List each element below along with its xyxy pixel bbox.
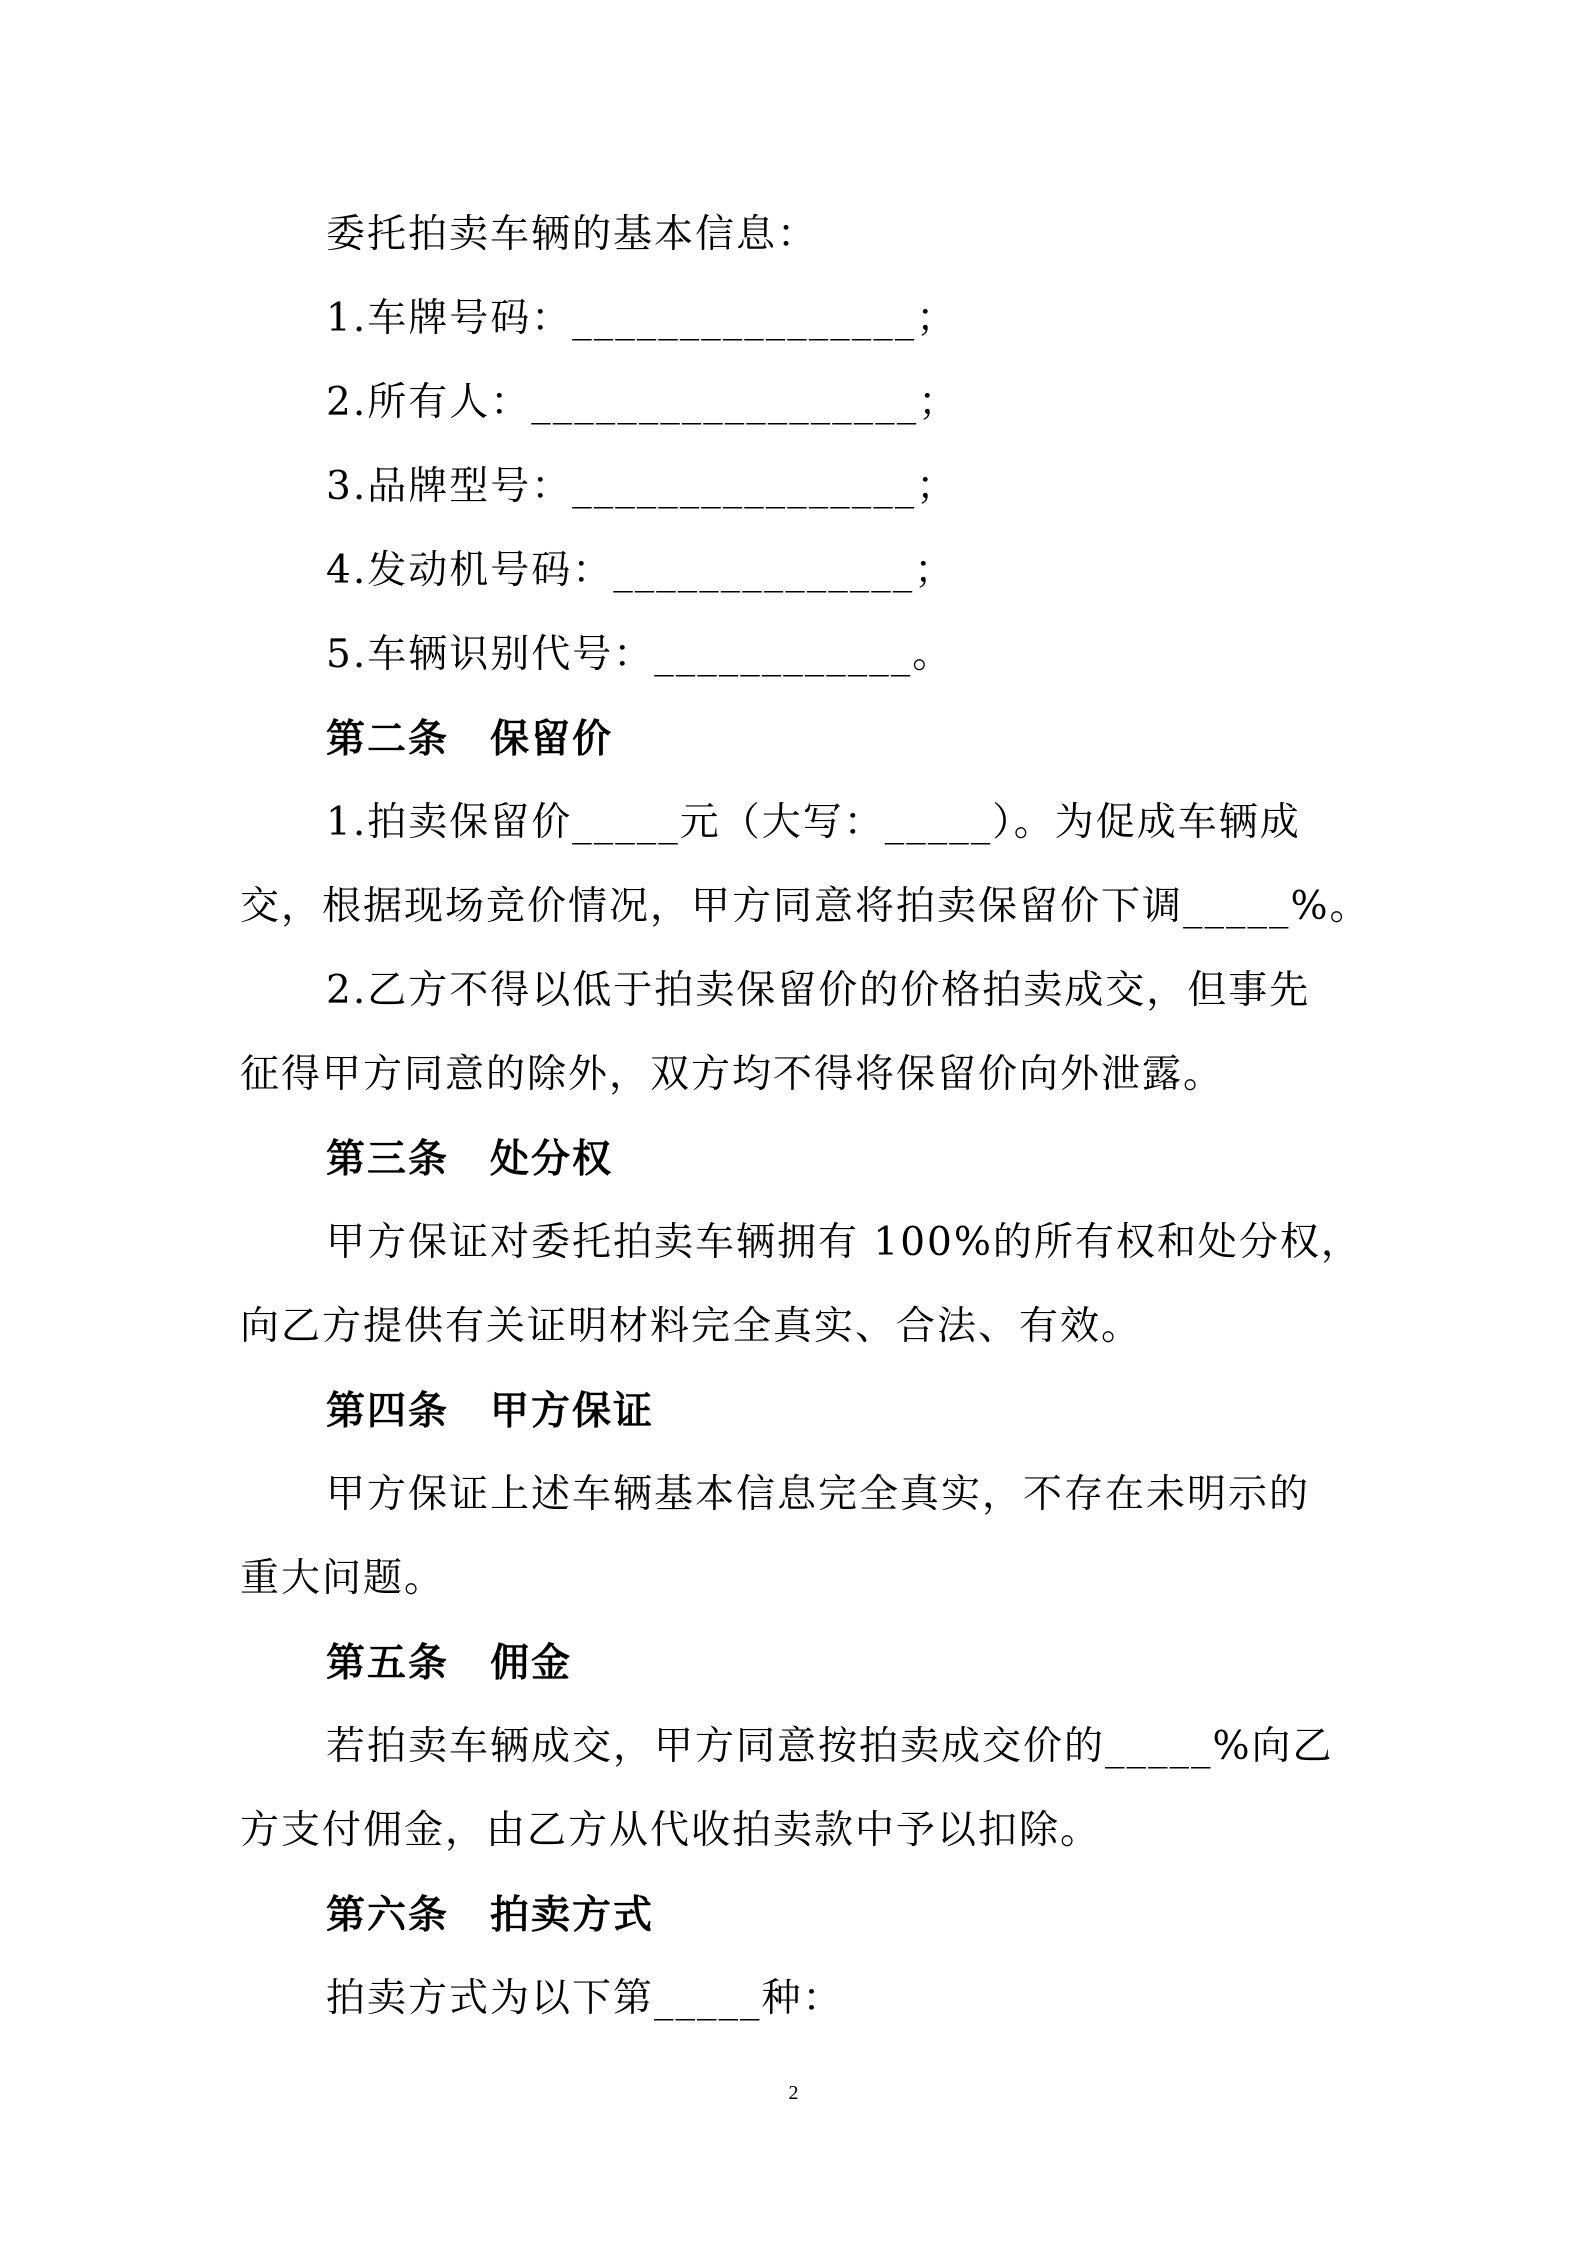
paragraph-line: 征得甲方同意的除外，双方均不得将保留价向外泄露。 xyxy=(240,1052,1225,1097)
owner-line: 2.所有人：__________________； xyxy=(326,380,960,425)
article-5-heading: 第五条 佣金 xyxy=(326,1640,573,1686)
license-plate-line: 1.车牌号码：________________； xyxy=(326,296,958,341)
article-4-heading: 第四条 甲方保证 xyxy=(326,1388,655,1434)
paragraph-line: 方支付佣金，由乙方从代收拍卖款中予以扣除。 xyxy=(240,1808,1102,1853)
intro-line: 委托拍卖车辆的基本信息： xyxy=(326,212,819,257)
article-2-heading: 第二条 保留价 xyxy=(326,716,614,762)
brand-model-line: 3.品牌型号：________________； xyxy=(326,464,958,509)
article-3-heading: 第三条 处分权 xyxy=(326,1136,614,1182)
article-6-heading: 第六条 拍卖方式 xyxy=(326,1892,655,1938)
paragraph-line: 甲方保证上述车辆基本信息完全真实，不存在未明示的 xyxy=(326,1472,1311,1517)
paragraph-line: 2.乙方不得以低于拍卖保留价的价格拍卖成交，但事先 xyxy=(326,968,1311,1013)
paragraph-line: 重大问题。 xyxy=(240,1556,446,1601)
paragraph-line: 拍卖方式为以下第_____种： xyxy=(326,1976,844,2021)
vin-line: 5.车辆识别代号：____________。 xyxy=(326,632,954,677)
engine-number-line: 4.发动机号码：______________； xyxy=(326,548,956,593)
paragraph-line: 甲方保证对委托拍卖车辆拥有 100%的所有权和处分权， xyxy=(326,1220,1362,1265)
page-number: 2 xyxy=(788,2082,799,2104)
paragraph-line: 向乙方提供有关证明材料完全真实、合法、有效。 xyxy=(240,1304,1143,1349)
paragraph-line: 交，根据现场竞价情况，甲方同意将拍卖保留价下调_____%。 xyxy=(240,884,1371,929)
paragraph-line: 若拍卖车辆成交，甲方同意按拍卖成交价的_____%向乙 xyxy=(326,1724,1334,1769)
paragraph-line: 1.拍卖保留价_____元（大写：_____）。为促成车辆成 xyxy=(326,800,1301,845)
